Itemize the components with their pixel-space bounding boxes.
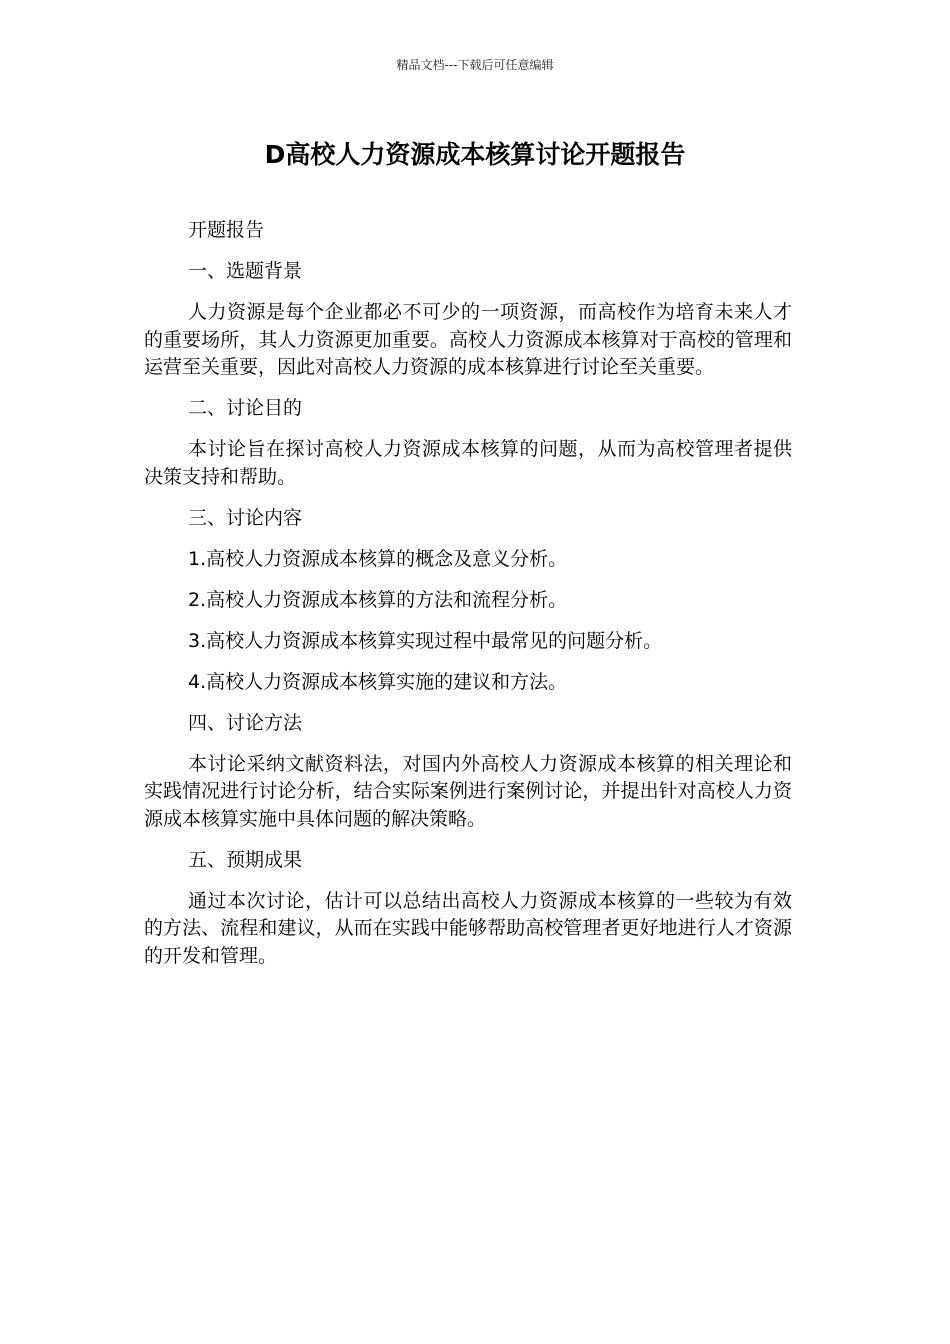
header-note: 精品文档---下载后可任意编辑	[396, 58, 554, 72]
section-heading-method: 四、讨论方法	[188, 711, 303, 734]
paragraph-method: 本讨论采纳文献资料法，对国内外高校人力资源成本核算的相关理论和实践情况进行讨论分析，结合实际案例进行案例讨论，并提出针对高校人力资源成本核算实施中具体问题的解决策略。	[144, 752, 792, 830]
document-title: D高校人力资源成本核算讨论开题报告	[264, 140, 686, 169]
section-heading-background: 一、选题背景	[188, 260, 303, 282]
paragraph-outcome: 通过本次讨论，估计可以总结出高校人力资源成本核算的一些较为有效的方法、流程和建议，从而在实践中能够帮助高校管理者更好地进行人才资源的开发和管理。	[144, 889, 792, 967]
paragraph-background: 人力资源是每个企业都必不可少的一项资源，而高校作为培育未来人才的重要场所，其人力资源更加重要。高校人力资源成本核算对于高校的管理和运营至关重要，因此对高校人力资源的成本核算进行讨论至关重要。	[144, 301, 792, 378]
list-item-content-2: 2.高校人力资源成本核算的方法和流程分析。	[188, 588, 568, 611]
paragraph-purpose: 本讨论旨在探讨高校人力资源成本核算的问题，从而为高校管理者提供决策支持和帮助。	[144, 438, 792, 488]
document-body	[144, 217, 792, 984]
section-heading-purpose: 二、讨论目的	[188, 397, 303, 419]
list-item-content-4: 4.高校人力资源成本核算实施的建议和方法。	[188, 670, 568, 693]
section-heading-content: 三、讨论内容	[188, 506, 303, 529]
list-item-content-3: 3.高校人力资源成本核算实现过程中最常见的问题分析。	[188, 629, 663, 652]
paragraph-heading-report: 开题报告	[188, 219, 265, 241]
list-item-content-1: 1.高校人力资源成本核算的概念及意义分析。	[188, 547, 568, 570]
section-heading-outcome: 五、预期成果	[188, 848, 303, 871]
